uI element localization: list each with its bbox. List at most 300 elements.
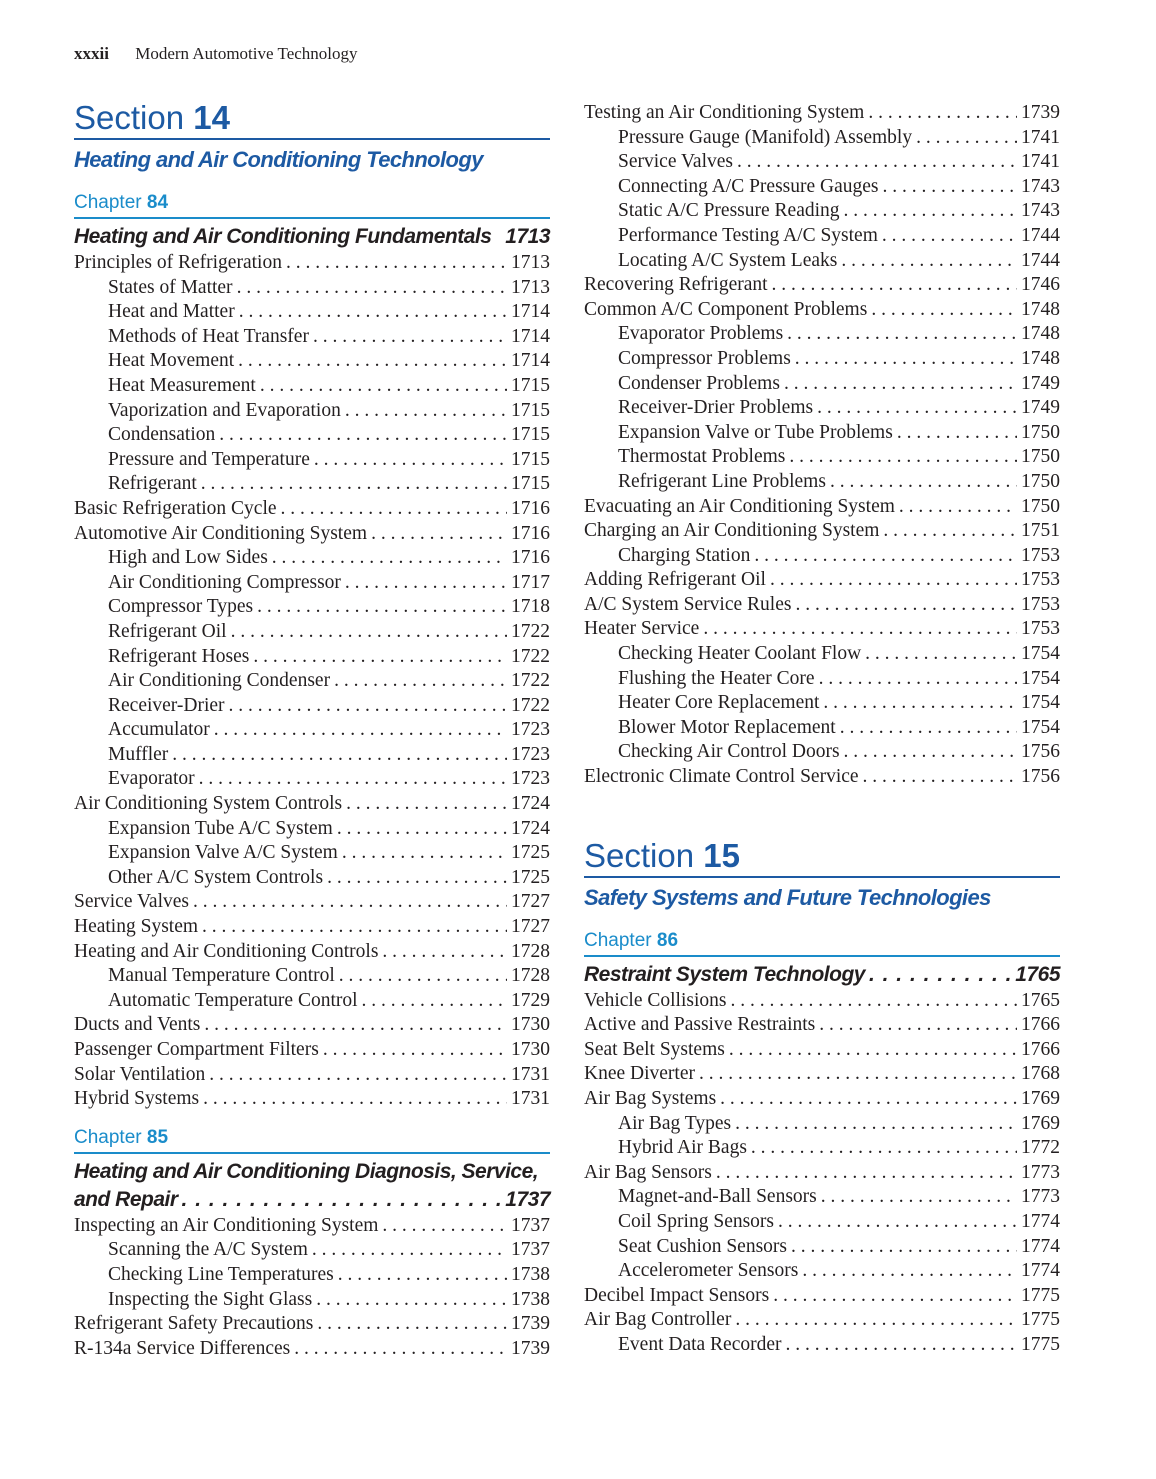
toc-entry-title: Locating A/C System Leaks xyxy=(618,249,838,271)
toc-entry[interactable] xyxy=(584,1333,1060,1358)
dot-leader xyxy=(729,1038,1017,1063)
toc-entry-title: A/C System Service Rules xyxy=(584,593,792,615)
dot-leader xyxy=(346,792,507,817)
toc-entry[interactable] xyxy=(584,445,1060,470)
toc-entry-title: Recovering Refrigerant xyxy=(584,274,768,296)
dot-leader xyxy=(865,642,1017,667)
toc-entry-title: Heater Core Replacement xyxy=(618,692,820,714)
toc-entry-title: Heat Movement xyxy=(108,350,235,372)
toc-entry[interactable] xyxy=(584,1013,1060,1038)
toc-entry-page: 1743 xyxy=(1021,175,1060,197)
dot-leader xyxy=(294,1337,507,1362)
toc-entry-page: 1769 xyxy=(1021,1112,1060,1134)
chapter-title-text: Heating and Air Conditioning Fundamentals xyxy=(74,225,492,248)
toc-entry-title: Refrigerant Hoses xyxy=(108,645,250,667)
dot-leader xyxy=(272,546,507,571)
chapter-85-entries-right xyxy=(584,101,1060,790)
toc-entry[interactable] xyxy=(74,399,550,424)
book-title: Modern Automotive Technology xyxy=(135,44,358,63)
toc-entry-title: Muffler xyxy=(108,743,169,765)
toc-entry[interactable] xyxy=(584,667,1060,692)
dot-leader xyxy=(830,470,1017,495)
dot-leader xyxy=(342,841,507,866)
toc-entry-title: Charging Station xyxy=(618,544,751,566)
toc-entry[interactable] xyxy=(74,546,550,571)
toc-entry[interactable] xyxy=(584,126,1060,151)
toc-entry-page: 1746 xyxy=(1021,274,1060,296)
dot-leader xyxy=(699,1062,1017,1087)
toc-entry-title: Seat Belt Systems xyxy=(584,1038,725,1060)
toc-entry-title: Air Conditioning Condenser xyxy=(108,670,331,692)
toc-entry[interactable] xyxy=(74,669,550,694)
toc-entry-page: 1738 xyxy=(511,1288,550,1310)
toc-entry[interactable] xyxy=(584,765,1060,790)
running-head xyxy=(74,44,358,64)
toc-entry-title: Hybrid Air Bags xyxy=(618,1137,747,1159)
chapter-word: Chapter xyxy=(74,1126,142,1148)
dot-leader xyxy=(841,249,1017,274)
toc-entry[interactable] xyxy=(74,1337,550,1362)
toc-entry[interactable] xyxy=(584,372,1060,397)
toc-entry[interactable] xyxy=(74,423,550,448)
toc-entry[interactable] xyxy=(584,716,1060,741)
toc-entry-page: 1766 xyxy=(1021,1014,1060,1036)
toc-entry-page: 1754 xyxy=(1021,643,1060,665)
dot-leader xyxy=(316,1288,507,1313)
toc-entry-title: Adding Refrigerant Oil xyxy=(584,569,766,591)
chapter-84-label xyxy=(74,191,550,219)
toc-entry-title: Solar Ventilation xyxy=(74,1063,206,1085)
toc-entry-page: 1722 xyxy=(511,645,550,667)
toc-entry-title: Accumulator xyxy=(108,719,210,741)
toc-entry-title: Expansion Tube A/C System xyxy=(108,817,333,839)
toc-entry[interactable] xyxy=(74,522,550,547)
toc-entry[interactable] xyxy=(584,249,1060,274)
toc-entry[interactable] xyxy=(584,199,1060,224)
toc-entry-page: 1773 xyxy=(1021,1161,1060,1183)
section-number: 15 xyxy=(703,836,740,874)
toc-entry[interactable] xyxy=(584,322,1060,347)
toc-entry-page: 1728 xyxy=(511,965,550,987)
toc-entry-title: Basic Refrigeration Cycle xyxy=(74,497,277,519)
toc-entry[interactable] xyxy=(74,374,550,399)
toc-entry-title: Seat Cushion Sensors xyxy=(618,1235,788,1257)
toc-entry-title: Scanning the A/C System xyxy=(108,1239,308,1261)
toc-entry[interactable] xyxy=(584,544,1060,569)
dot-leader xyxy=(203,1087,507,1112)
chapter-86-label xyxy=(584,929,1060,957)
toc-entry-page: 1718 xyxy=(511,596,550,618)
toc-entry-page: 1725 xyxy=(511,842,550,864)
chapter-number: 86 xyxy=(656,929,679,951)
dot-leader xyxy=(802,1259,1017,1284)
dot-leader xyxy=(754,544,1017,569)
toc-entry[interactable] xyxy=(74,694,550,719)
dot-leader xyxy=(317,1312,507,1337)
toc-entry[interactable] xyxy=(74,1038,550,1063)
toc-entry-page: 1748 xyxy=(1021,323,1060,345)
toc-entry[interactable] xyxy=(584,1235,1060,1260)
toc-entry[interactable] xyxy=(74,571,550,596)
toc-entry-title: Receiver-Drier Problems xyxy=(618,397,814,419)
dot-leader xyxy=(239,300,507,325)
toc-entry-page: 1723 xyxy=(511,768,550,790)
toc-entry[interactable] xyxy=(584,642,1060,667)
toc-entry[interactable] xyxy=(74,767,550,792)
toc-entry[interactable] xyxy=(584,568,1060,593)
toc-entry-title: Condenser Problems xyxy=(618,372,780,394)
toc-entry-page: 1739 xyxy=(511,1313,550,1335)
toc-entry-title: Other A/C System Controls xyxy=(108,866,324,888)
toc-entry[interactable] xyxy=(74,276,550,301)
toc-entry-page: 1716 xyxy=(511,547,550,569)
toc-entry[interactable] xyxy=(74,645,550,670)
chapter-85-entries-left xyxy=(74,1214,550,1362)
toc-entry-title: Active and Passive Restraints xyxy=(584,1014,816,1036)
toc-entry-title: Air Bag Types xyxy=(618,1112,732,1134)
toc-entry-title: Service Valves xyxy=(618,151,733,173)
toc-entry-title: Pressure and Temperature xyxy=(108,448,310,470)
toc-entry-page: 1717 xyxy=(511,571,550,593)
toc-entry-page: 1737 xyxy=(511,1239,550,1261)
dot-leader xyxy=(882,224,1017,249)
toc-entry[interactable] xyxy=(584,150,1060,175)
toc-entry[interactable] xyxy=(584,1308,1060,1333)
chapter-title-text: Restraint System Technology xyxy=(584,962,865,986)
toc-entry-page: 1754 xyxy=(1021,716,1060,738)
toc-entry-title: Heating and Air Conditioning Controls xyxy=(74,940,379,962)
toc-entry-title: Electronic Climate Control Service xyxy=(584,766,859,788)
toc-entry[interactable] xyxy=(584,1136,1060,1161)
dot-leader xyxy=(204,1013,507,1038)
toc-entry[interactable] xyxy=(74,915,550,940)
toc-entry-page: 1748 xyxy=(1021,347,1060,369)
toc-entry-page: 1724 xyxy=(511,793,550,815)
toc-entry-title: Pressure Gauge (Manifold) Assembly xyxy=(618,126,913,148)
toc-entry-title: Coil Spring Sensors xyxy=(618,1210,775,1232)
toc-entry-title: Passenger Compartment Filters xyxy=(74,1039,319,1060)
toc-entry-title: Heat Measurement xyxy=(108,374,256,396)
toc-entry[interactable] xyxy=(584,175,1060,200)
toc-entry-page: 1768 xyxy=(1021,1063,1060,1085)
left-column xyxy=(74,98,550,1361)
toc-entry-title: Expansion Valve A/C System xyxy=(108,842,338,864)
toc-entry[interactable] xyxy=(74,325,550,350)
dot-leader xyxy=(819,1013,1017,1038)
toc-entry[interactable] xyxy=(74,989,550,1014)
toc-entry-title: Event Data Recorder xyxy=(618,1333,782,1355)
toc-entry-title: Compressor Problems xyxy=(618,347,791,369)
chapter-86-title[interactable] xyxy=(584,961,1060,989)
dot-leader xyxy=(791,1235,1017,1260)
toc-entry[interactable] xyxy=(584,1259,1060,1284)
dot-leader xyxy=(281,497,507,522)
toc-entry[interactable] xyxy=(584,1038,1060,1063)
toc-entry-page: 1772 xyxy=(1021,1137,1060,1159)
toc-entry-page: 1744 xyxy=(1021,249,1060,271)
toc-entry[interactable] xyxy=(584,1284,1060,1309)
chapter-title-line2: and Repair xyxy=(74,1187,178,1211)
section-label: Section xyxy=(74,99,185,136)
dot-leader xyxy=(214,718,507,743)
toc-entry-title: Compressor Types xyxy=(108,596,254,618)
dot-leader xyxy=(313,325,507,350)
toc-entry[interactable] xyxy=(74,472,550,497)
right-column xyxy=(584,101,1060,1358)
toc-entry-page: 1727 xyxy=(511,891,550,913)
toc-entry-page: 1756 xyxy=(1021,766,1060,788)
toc-entry-page: 1750 xyxy=(1021,421,1060,443)
toc-entry-page: 1750 xyxy=(1021,470,1060,492)
toc-entry-page: 1723 xyxy=(511,719,550,741)
dot-leader xyxy=(819,667,1017,692)
toc-entry-title: Methods of Heat Transfer xyxy=(108,325,309,347)
dot-leader xyxy=(345,399,507,424)
toc-entry-page: 1727 xyxy=(511,916,550,938)
toc-entry[interactable] xyxy=(584,1112,1060,1137)
toc-entry-page: 1766 xyxy=(1021,1038,1060,1060)
toc-entry-title: R-134a Service Differences xyxy=(74,1337,291,1359)
toc-entry-title: Receiver-Drier xyxy=(108,694,225,716)
toc-entry[interactable] xyxy=(74,300,550,325)
toc-entry-title: Hybrid Systems xyxy=(74,1088,200,1110)
dot-leader xyxy=(773,1284,1017,1309)
toc-entry-page: 1725 xyxy=(511,866,550,888)
toc-entry[interactable] xyxy=(584,1062,1060,1087)
dot-leader xyxy=(817,396,1017,421)
dot-leader xyxy=(789,445,1017,470)
toc-entry[interactable] xyxy=(74,1063,550,1088)
toc-entry-page: 1731 xyxy=(511,1063,550,1085)
section-14-heading xyxy=(74,98,550,140)
dot-leader xyxy=(199,767,507,792)
section-14-subtitle: Heating and Air Conditioning Technology xyxy=(74,147,483,172)
toc-entry[interactable] xyxy=(584,421,1060,446)
toc-entry[interactable] xyxy=(584,1161,1060,1186)
toc-entry[interactable] xyxy=(74,743,550,768)
section-number: 14 xyxy=(193,99,230,136)
dot-leader xyxy=(219,423,507,448)
section-15-heading xyxy=(584,836,1060,878)
toc-entry[interactable] xyxy=(74,1087,550,1112)
toc-entry-page: 1739 xyxy=(1021,102,1060,123)
toc-entry-title: Flushing the Heater Core xyxy=(618,667,815,689)
dot-leader xyxy=(770,568,1017,593)
dot-leader xyxy=(844,740,1017,765)
dot-leader xyxy=(795,593,1017,618)
chapter-85-label xyxy=(74,1126,550,1154)
toc-entry[interactable] xyxy=(74,595,550,620)
toc-entry[interactable] xyxy=(74,940,550,965)
toc-entry-page: 1753 xyxy=(1021,544,1060,566)
toc-entry-title: Connecting A/C Pressure Gauges xyxy=(618,175,879,197)
toc-entry-page: 1715 xyxy=(511,424,550,446)
toc-entry-title: Service Valves xyxy=(74,891,189,913)
chapter-84-entries xyxy=(74,251,550,1112)
toc-entry[interactable] xyxy=(74,817,550,842)
toc-entry[interactable] xyxy=(584,691,1060,716)
toc-entry-page: 1728 xyxy=(511,940,550,962)
chapter-title-line1: Heating and Air Conditioning Diagnosis, Service, xyxy=(74,1159,539,1183)
toc-entry[interactable] xyxy=(584,989,1060,1014)
toc-entry-page: 1739 xyxy=(511,1337,550,1359)
toc-entry[interactable] xyxy=(74,349,550,374)
dot-leader xyxy=(257,595,507,620)
dot-leader xyxy=(182,1186,502,1214)
toc-entry[interactable] xyxy=(584,347,1060,372)
toc-entry-page: 1724 xyxy=(511,817,550,839)
toc-entry-page: 1715 xyxy=(511,374,550,396)
toc-entry-title: Inspecting the Sight Glass xyxy=(108,1288,313,1310)
toc-entry[interactable] xyxy=(584,101,1060,126)
toc-entry-page: 1715 xyxy=(511,399,550,421)
chapter-page: 1713 xyxy=(505,225,550,248)
dot-leader xyxy=(821,1185,1017,1210)
dot-leader xyxy=(784,372,1017,397)
toc-entry[interactable] xyxy=(584,396,1060,421)
toc-entry-title: Inspecting an Air Conditioning System xyxy=(74,1214,379,1236)
toc-entry-title: Refrigerant Line Problems xyxy=(618,470,826,492)
toc-entry[interactable] xyxy=(74,448,550,473)
toc-entry-title: Common A/C Component Problems xyxy=(584,298,868,320)
toc-entry[interactable] xyxy=(74,1312,550,1337)
toc-entry[interactable] xyxy=(74,841,550,866)
dot-leader xyxy=(323,1038,507,1063)
toc-entry[interactable] xyxy=(584,593,1060,618)
section-label: Section xyxy=(584,836,695,874)
chapter-number: 85 xyxy=(146,1126,169,1148)
dot-leader xyxy=(735,1308,1017,1333)
toc-entry-title: Static A/C Pressure Reading xyxy=(618,200,840,222)
toc-entry[interactable] xyxy=(584,740,1060,765)
toc-entry[interactable] xyxy=(584,1087,1060,1112)
toc-entry-page: 1714 xyxy=(511,350,550,372)
toc-entry[interactable] xyxy=(74,1214,550,1239)
dot-leader xyxy=(897,421,1017,446)
toc-entry-title: Blower Motor Replacement xyxy=(618,716,836,738)
toc-entry-title: Magnet-and-Ball Sensors xyxy=(618,1186,817,1208)
dot-leader xyxy=(871,298,1017,323)
toc-entry-title: Vehicle Collisions xyxy=(584,989,727,1011)
toc-entry[interactable] xyxy=(74,1263,550,1288)
dot-leader xyxy=(339,964,507,989)
toc-entry-title: Principles of Refrigeration xyxy=(74,252,282,273)
toc-entry-page: 1737 xyxy=(511,1214,550,1236)
toc-entry[interactable] xyxy=(74,251,550,276)
dot-leader xyxy=(795,347,1017,372)
toc-entry[interactable] xyxy=(584,470,1060,495)
toc-entry-page: 1713 xyxy=(511,276,550,298)
dot-leader xyxy=(716,1161,1017,1186)
toc-entry[interactable] xyxy=(584,495,1060,520)
dot-leader xyxy=(237,276,507,301)
dot-leader xyxy=(883,519,1017,544)
page-number: xxxii xyxy=(74,44,109,63)
toc-entry-title: Refrigerant xyxy=(108,473,197,495)
dot-leader xyxy=(868,101,1017,126)
toc-entry-page: 1731 xyxy=(511,1088,550,1110)
toc-entry-page: 1774 xyxy=(1021,1235,1060,1257)
dot-leader xyxy=(823,691,1017,716)
dot-leader xyxy=(730,989,1017,1014)
toc-entry[interactable] xyxy=(74,497,550,522)
chapter-86-entries xyxy=(584,989,1060,1358)
toc-entry-title: Checking Air Control Doors xyxy=(618,741,840,763)
toc-entry-page: 1716 xyxy=(511,522,550,544)
toc-entry-title: Heat and Matter xyxy=(108,301,235,323)
toc-entry-title: Automotive Air Conditioning System xyxy=(74,522,368,544)
toc-entry-title: Vaporization and Evaporation xyxy=(108,399,341,421)
toc-entry[interactable] xyxy=(74,792,550,817)
dot-leader xyxy=(172,743,507,768)
dot-leader xyxy=(201,472,507,497)
toc-entry-page: 1753 xyxy=(1021,569,1060,591)
toc-entry-page: 1715 xyxy=(511,448,550,470)
toc-entry-page: 1714 xyxy=(511,325,550,347)
toc-entry-page: 1753 xyxy=(1021,593,1060,615)
dot-leader xyxy=(787,322,1017,347)
chapter-85-title[interactable] xyxy=(74,1158,550,1214)
toc-entry[interactable] xyxy=(74,718,550,743)
toc-entry-title: Checking Heater Coolant Flow xyxy=(618,643,862,665)
dot-leader xyxy=(312,1238,507,1263)
toc-entry-page: 1774 xyxy=(1021,1210,1060,1232)
dot-leader xyxy=(751,1136,1017,1161)
toc-entry-page: 1716 xyxy=(511,497,550,519)
dot-leader xyxy=(362,989,507,1014)
chapter-84-title[interactable] xyxy=(74,223,550,251)
toc-entry-page: 1750 xyxy=(1021,446,1060,468)
toc-entry-page: 1756 xyxy=(1021,741,1060,763)
dot-leader xyxy=(863,765,1017,790)
toc-entry[interactable] xyxy=(74,964,550,989)
toc-entry-page: 1741 xyxy=(1021,151,1060,173)
dot-leader xyxy=(720,1087,1017,1112)
toc-entry-page: 1741 xyxy=(1021,126,1060,148)
toc-entry[interactable] xyxy=(74,620,550,645)
dot-leader xyxy=(371,522,507,547)
toc-entry[interactable] xyxy=(74,866,550,891)
toc-entry-page: 1751 xyxy=(1021,520,1060,542)
toc-entry[interactable] xyxy=(584,298,1060,323)
toc-entry[interactable] xyxy=(74,1013,550,1038)
toc-entry[interactable] xyxy=(584,1185,1060,1210)
toc-entry-page: 1748 xyxy=(1021,298,1060,320)
toc-entry-title: Testing an Air Conditioning System xyxy=(584,102,865,123)
toc-entry[interactable] xyxy=(584,224,1060,249)
toc-entry[interactable] xyxy=(74,1288,550,1313)
dot-leader xyxy=(209,1063,507,1088)
toc-entry[interactable] xyxy=(74,890,550,915)
toc-entry[interactable] xyxy=(584,519,1060,544)
toc-entry-page: 1774 xyxy=(1021,1260,1060,1282)
dot-leader xyxy=(260,374,507,399)
dot-leader xyxy=(382,940,507,965)
dot-leader xyxy=(778,1210,1017,1235)
toc-entry[interactable] xyxy=(74,1238,550,1263)
toc-entry[interactable] xyxy=(584,1210,1060,1235)
toc-entry-page: 1765 xyxy=(1021,989,1060,1011)
toc-entry-title: Expansion Valve or Tube Problems xyxy=(618,421,893,443)
dot-leader xyxy=(869,961,1011,989)
toc-entry-title: Checking Line Temperatures xyxy=(108,1263,334,1285)
toc-entry[interactable] xyxy=(584,273,1060,298)
toc-entry-page: 1750 xyxy=(1021,495,1060,517)
dot-leader xyxy=(786,1333,1017,1358)
toc-entry[interactable] xyxy=(584,617,1060,642)
toc-entry-page: 1723 xyxy=(511,743,550,765)
toc-entry-title: Performance Testing A/C System xyxy=(618,224,878,246)
